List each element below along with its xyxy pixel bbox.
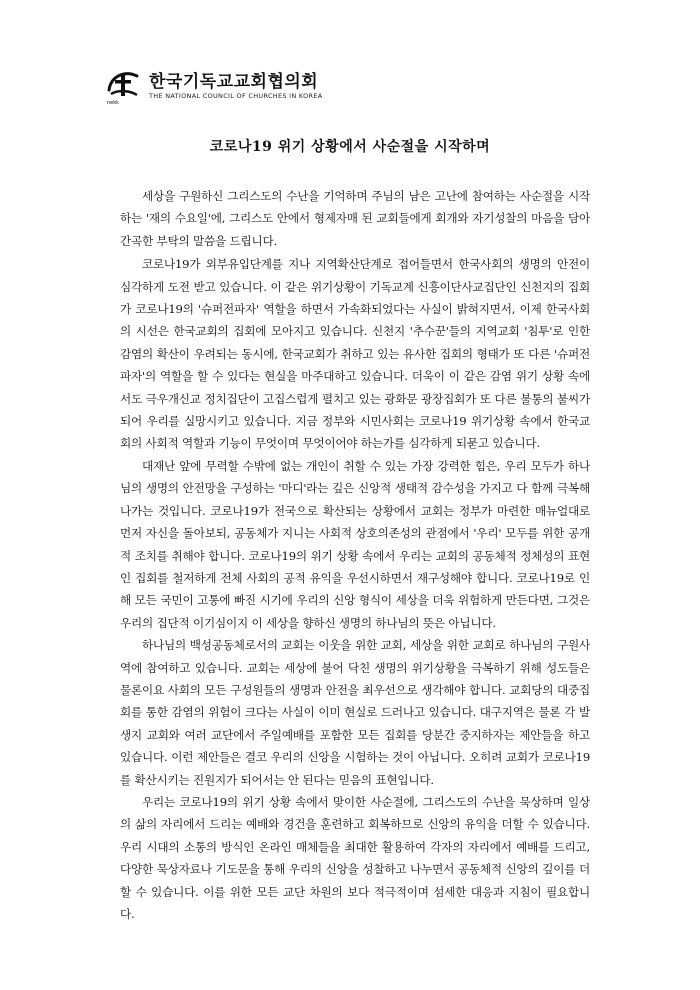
- ncck-logo-icon: [103, 66, 143, 106]
- org-name-english: THE NATIONAL COUNCIL OF CHURCHES IN KOREA: [149, 91, 323, 100]
- paragraph-3: 대재난 앞에 무력할 수밖에 없는 개인이 취할 수 있는 가장 강력한 힘은, 우리 모두가 하나님의 생명의 안전망을 구성하는 '마디'라는 깊은 신앙적 생태적 감수성을 가지고 다 함께 극복해 나가는 것입니다. 코로나19가 전국으로 확산되는 상황에서 교회는 정부가 마련한 매뉴얼대로 먼저 자신을 돌아보되, 공동체가 지니는 사회적 상호의존성의 관점에서 '우리' 모두를 위한 공개적 조치를 취해야 합니다. 코로나19의 위기 상황 속에서 우리는 교회의 공동체적 정체성의 표현인 집회를 철저하게 전체 사회의 공적 유익을 우선시하면서 재구성해야 합니다. 코로나19로 인해 모든 국민이 고통에 빠진 시기에 우리의 신앙 형식이 세상을 더욱 위험하게 만든다면, 그것은 우리의 집단적 이기심이지 이 세상을 향하신 생명의 하나님의 뜻은 아닙니다.: [120, 458, 590, 630]
- logo-sub-text: nekk: [107, 100, 120, 106]
- org-name-korean: 한국기독교교회협의회: [149, 71, 319, 92]
- org-name-block: [149, 72, 323, 101]
- paragraph-2: 코로나19가 외부유입단계를 지나 지역확산단계로 접어들면서 한국사회의 생명의 안전이 심각하게 도전 받고 있습니다. 이 같은 위기상황이 기독교계 신흥이단사교집단인 신천지의 집회가 코로나19의 '슈퍼전파자' 역할을 하면서 가속화되었다는 사실이 밝혀지면서, 이제 한국사회의 시선은 한국교회의 집회에 모아지고 있습니다. 신천지 '추수꾼'들의 지역교회 '침투'로 인한 감염의 확산이 우려되는 동시에, 한국교회가 취하고 있는 유사한 집회의 형태가 또 다른 '슈퍼전파자'의 역할을 할 수 있다는 현실을 마주대하고 있습니다. 더욱이 이 같은 감염 위기 상황 속에서도 극우개신교 정치집단이 고집스럽게 펼치고 있는 광화문 광장집회가 또 다른 불통의 불씨가 되어 우리를 실망시키고 있습니다. 지금 정부와 시민사회는 코로나19 위기상황 속에서 한국교회의 사회적 역할과 기능이 무엇이며 무엇이어야 하는가를 심각하게 되묻고 있습니다.: [120, 257, 590, 451]
- letterhead: [103, 66, 323, 106]
- document-body: [120, 185, 590, 925]
- document-title: 코로나19 위기 상황에서 사순절을 시작하며: [209, 139, 491, 155]
- paragraph-5: 우리는 코로나19의 위기 상황 속에서 맞이한 사순절에, 그리스도의 수난을 묵상하며 일상의 삶의 자리에서 드리는 예배와 경건을 훈련하고 회복하므로 신앙의 유익을 더할 수 있습니다. 우리 시대의 소통의 방식인 온라인 매체들을 최대한 활용하여 각자의 자리에서 예배를 드리고, 다양한 묵상자료나 기도문을 통해 우리의 신앙을 성찰하고 나누면서 공동체적 신앙의 깊이를 더 할 수 있습니다. 이를 위한 모든 교단 차원의 보다 적극적이며 섬세한 대응과 지침이 필요합니다.: [120, 794, 590, 921]
- paragraph-4: 하나님의 백성공동체로서의 교회는 이웃을 위한 교회, 세상을 위한 교회로 하나님의 구원사역에 참여하고 있습니다. 교회는 세상에 불어 닥친 생명의 위기상황을 극복하기 위해 성도들은 물론이요 사회의 모든 구성원들의 생명과 안전을 최우선으로 생각해야 합니다. 교회당의 대중집회를 통한 감염의 위험이 크다는 사실이 이미 현실로 드러나고 있습니다. 대구지역은 물론 각 발생지 교회와 여러 교단에서 주일예배를 포함한 모든 집회를 당분간 중지하자는 제안들을 하고 있습니다. 이런 제안들은 결코 우리의 신앙을 시험하는 것이 아닙니다. 오히려 교회가 코로나19를 확산시키는 진원지가 되어서는 안 된다는 믿음의 표현입니다.: [120, 638, 590, 787]
- paragraph-1: 세상을 구원하신 그리스도의 수난을 기억하며 주님의 남은 고난에 참여하는 사순절을 시작하는 '재의 수요일'에, 그리스도 안에서 형제자매 된 교회들에게 회개와 자기성찰의 마음을 담아 간곡한 부탁의 말씀을 드립니다.: [120, 189, 590, 248]
